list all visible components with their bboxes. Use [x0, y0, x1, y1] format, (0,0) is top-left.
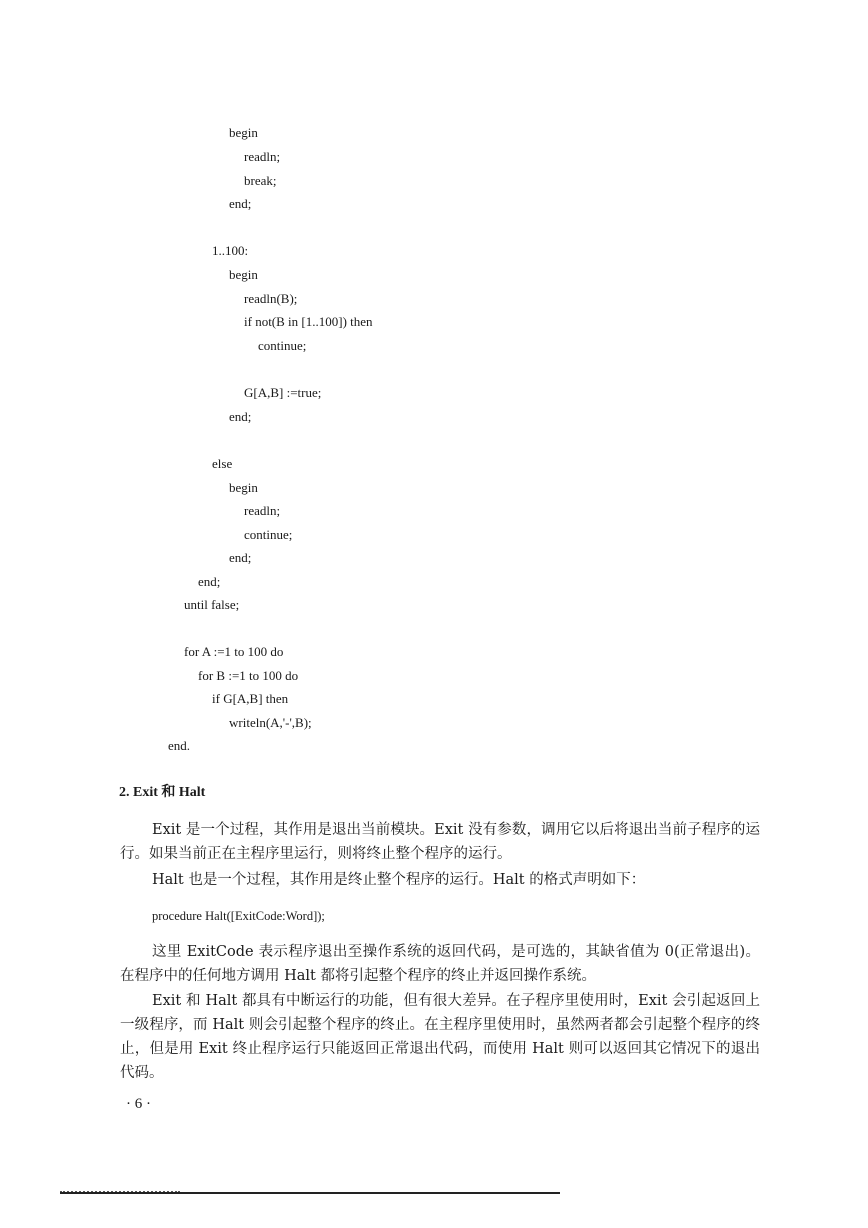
paragraph: Exit 是一个过程，其作用是退出当前模块。Exit 没有参数，调用它以后将退出当前子程序的运行。如果当前正在主程序里运行，则将终止整个程序的运行。 — [120, 822, 760, 862]
code-line: if not(B in [1..100]) then — [244, 314, 373, 329]
paragraph: 这里 ExitCode 表示程序退出至操作系统的返回代码，是可选的，其缺省值为 0(正常退出)。在程序中的任何地方调用 Halt 都将引起整个程序的终止并返回操作系统。 — [120, 944, 760, 984]
code-line: begin — [229, 125, 258, 140]
code-line: readln; — [244, 503, 281, 518]
code-line: continue; — [244, 527, 293, 542]
code-declaration: procedure Halt([ExitCode:Word]); — [152, 909, 325, 923]
code-line: writeln(A,'-',B); — [229, 715, 312, 730]
code-line: end; — [229, 409, 252, 424]
code-line: else — [212, 456, 233, 471]
code-line: begin — [229, 267, 258, 282]
scan-artifact — [60, 1192, 560, 1194]
code-line: readln(B); — [244, 291, 298, 306]
page-number: · 6 · — [126, 1096, 151, 1112]
code-line: if G[A,B] then — [212, 691, 289, 706]
code-line: G[A,B] :=true; — [244, 385, 322, 400]
code-line: end; — [229, 550, 252, 565]
code-line: until false; — [184, 597, 240, 612]
code-line: end; — [229, 196, 252, 211]
code-line: readln; — [244, 149, 281, 164]
code-line: continue; — [258, 338, 307, 353]
code-line: 1..100: — [212, 243, 249, 258]
code-line: for B :=1 to 100 do — [198, 668, 299, 683]
code-line: end; — [198, 574, 221, 589]
code-line: for A :=1 to 100 do — [184, 644, 284, 659]
code-line: end. — [168, 738, 191, 753]
code-line: begin — [229, 480, 258, 495]
code-line: break; — [244, 173, 277, 188]
section-heading: 2. Exit 和 Halt — [119, 785, 206, 800]
paragraph: Exit 和 Halt 都具有中断运行的功能，但有很大差异。在子程序里使用时，Exit 会引起返回上一级程序，而 Halt 则会引起整个程序的终止。在主程序里使用时，虽然两者都会引起整个程序的终止，但是用 Exit 终止程序运行只能返回正常退出代码，而使用 Halt 则可以返回其它情况下的退出代码。 — [120, 993, 760, 1081]
paragraph: Halt 也是一个过程，其作用是终止整个程序的运行。Halt 的格式声明如下： — [152, 872, 646, 888]
